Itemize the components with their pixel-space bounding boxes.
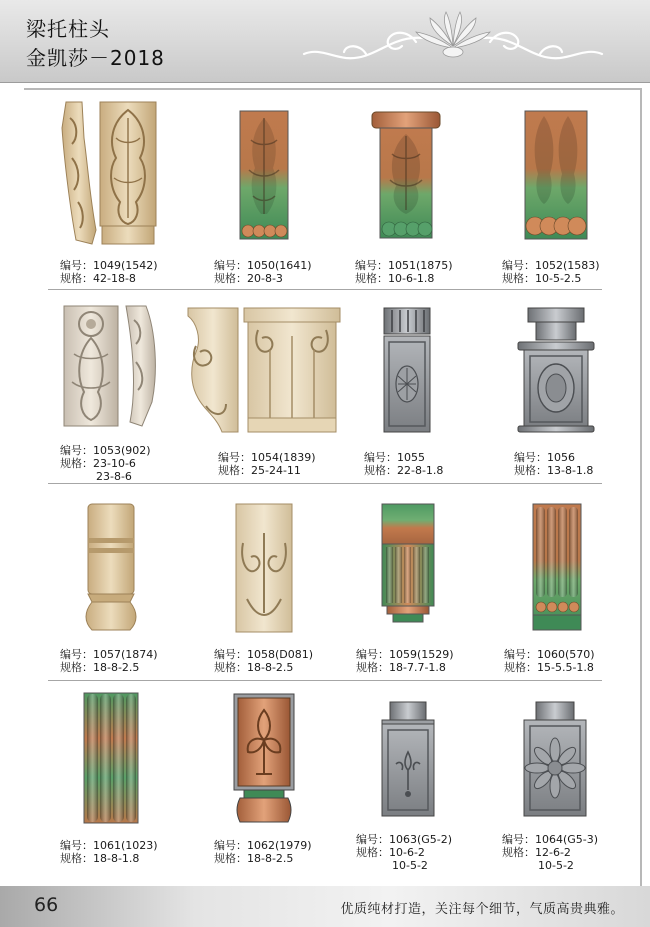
product-code-1063: 编号：1063(G5-2) [356, 833, 453, 846]
footer-band [0, 886, 650, 927]
product-code-1062: 编号：1062(1979) [214, 839, 312, 852]
product-spec-1056: 规格：13-8-1.8 [514, 464, 594, 477]
product-spec-1050: 规格：20-8-3 [214, 272, 283, 285]
product-code-1049: 编号：1049(1542) [60, 259, 158, 272]
product-spec-1055: 规格：22-8-1.8 [364, 464, 444, 477]
product-code-1064: 编号：1064(G5-3) [502, 833, 599, 846]
product-code-1050: 编号：1050(1641) [214, 259, 312, 272]
page-number: 66 [34, 894, 59, 916]
product-spec-1063: 规格：10-6-2 [356, 846, 425, 859]
row-divider [48, 483, 602, 484]
product-spec-1062: 规格：18-8-2.5 [214, 852, 294, 865]
product-spec-1058: 规格：18-8-2.5 [214, 661, 294, 674]
product-code-1055: 编号：1055 [364, 451, 425, 464]
page-title: 梁托柱头 [26, 17, 110, 41]
header-band [0, 0, 650, 83]
product-image-1056 [516, 306, 596, 434]
product-image-1059 [381, 503, 435, 623]
product-code-1052: 编号：1052(1583) [502, 259, 600, 272]
product-code-1056: 编号：1056 [514, 451, 575, 464]
product-spec-1053: 规格：23-10-6 [60, 457, 136, 470]
product-code-1059: 编号：1059(1529) [356, 648, 454, 661]
product-spec-1061: 规格：18-8-1.8 [60, 852, 140, 865]
row-divider [48, 680, 602, 681]
product-spec-1063-alt: 10-5-2 [392, 859, 428, 872]
product-image-1055 [382, 306, 432, 434]
product-spec-1051: 规格：10-6-1.8 [355, 272, 435, 285]
product-spec-1064-alt: 10-5-2 [538, 859, 574, 872]
product-code-1053: 编号：1053(902) [60, 444, 151, 457]
product-image-1061 [83, 692, 139, 824]
product-code-1057: 编号：1057(1874) [60, 648, 158, 661]
product-spec-1064: 规格：12-6-2 [502, 846, 571, 859]
product-spec-1053-alt: 23-8-6 [96, 470, 132, 483]
product-image-1053 [60, 302, 160, 432]
product-image-1062 [232, 692, 296, 824]
product-spec-1059: 规格：18-7.7-1.8 [356, 661, 446, 674]
brand-subtitle: 金凯莎－2018 [26, 46, 165, 70]
footer-slogan: 优质纯材打造，关注每个细节，气质高贵典雅。 [340, 902, 624, 917]
product-code-1061: 编号：1061(1023) [60, 839, 158, 852]
product-image-1051 [370, 110, 442, 240]
product-image-1064 [522, 700, 588, 820]
product-spec-1049: 规格：42-18-8 [60, 272, 136, 285]
product-spec-1057: 规格：18-8-2.5 [60, 661, 140, 674]
product-spec-1060: 规格：15-5.5-1.8 [504, 661, 594, 674]
product-image-1063 [380, 700, 436, 820]
product-code-1058: 编号：1058(D081) [214, 648, 314, 661]
product-image-1054 [186, 306, 342, 436]
product-image-1060 [532, 503, 582, 631]
product-code-1051: 编号：1051(1875) [355, 259, 453, 272]
product-image-1058 [235, 503, 293, 633]
product-spec-1052: 规格：10-5-2.5 [502, 272, 582, 285]
product-image-1049 [56, 98, 160, 248]
row-divider [48, 289, 602, 290]
product-image-1052 [524, 110, 588, 240]
product-image-1057 [84, 502, 138, 634]
product-image-1050 [239, 110, 289, 240]
product-spec-1054: 规格：25-24-11 [218, 464, 301, 477]
product-code-1054: 编号：1054(1839) [218, 451, 316, 464]
product-code-1060: 编号：1060(570) [504, 648, 595, 661]
scroll-ornament-icon [296, 8, 610, 74]
